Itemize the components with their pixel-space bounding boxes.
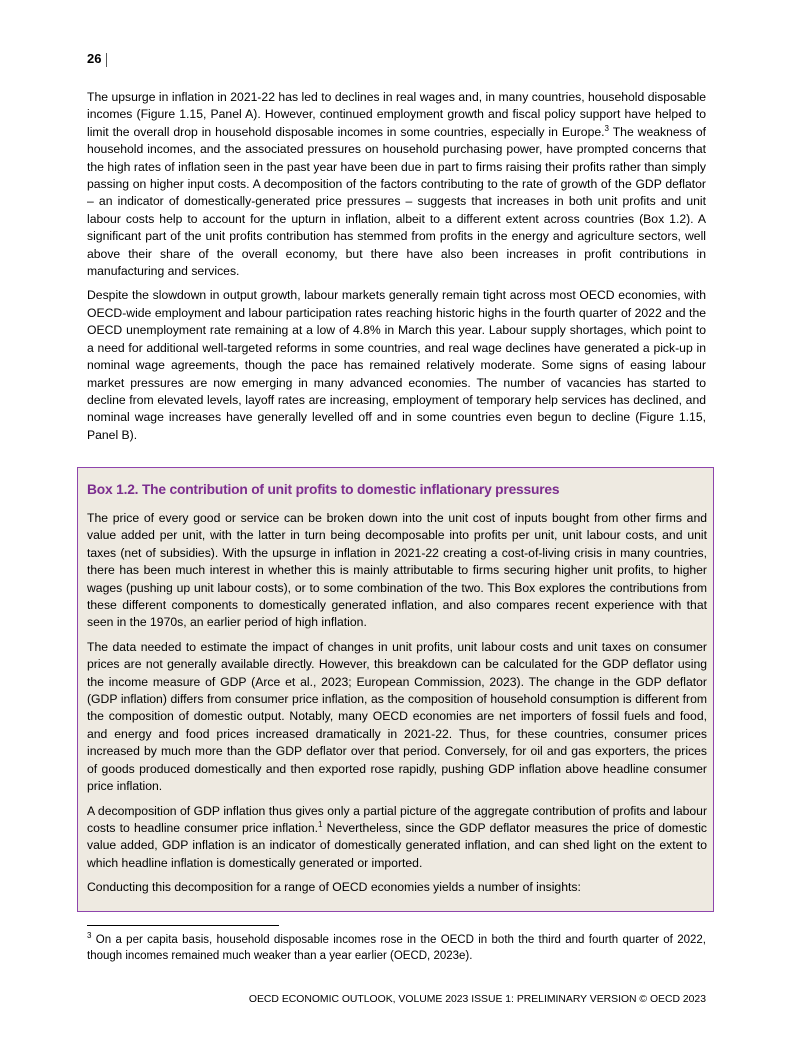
page-number: 26 xyxy=(87,51,102,66)
footnote-text: On a per capita basis, household disposable incomes rose in the OECD in both the third and fourth quarter of 2022, though incomes remained much weaker than a year earlier (OECD, 2023e). xyxy=(87,934,706,962)
main-body-text xyxy=(87,89,706,451)
paragraph-text: A decomposition of GDP inflation thus gives only a partial picture of the aggregate contribution of profits and labour costs to headline consumer price inflation. xyxy=(87,803,707,835)
footnote-mark: 3 xyxy=(87,931,92,941)
body-paragraph-1 xyxy=(87,89,706,280)
footnote xyxy=(87,932,706,964)
footnote-divider xyxy=(87,925,279,926)
page-footer: OECD ECONOMIC OUTLOOK, VOLUME 2023 ISSUE 1: PRELIMINARY VERSION © OECD 2023 xyxy=(248,994,706,1005)
box-paragraph-1: The price of every good or service can be broken down into the unit cost of inputs bought from other firms and value added per unit, with the latter in turn being decomposable into profits per unit, unit labour costs, and unit taxes (net of subsidies). With the upsurge in inflation in 2021-22 creating a cost-of-living crisis in many countries, there has been much interest in whether this is mainly attributable to firms securing higher unit profits, to higher wages (pushing up unit labour costs), or to some combination of the two. This Box explores the contributions from these different components to domestically generated inflation, and also compares recent experience with that seen in the 1970s, an earlier period of high inflation. xyxy=(87,511,707,630)
box-paragraph-3 xyxy=(87,803,707,873)
box-1-2 xyxy=(77,467,714,912)
footnote-reference[interactable]: 1 xyxy=(318,819,323,829)
paragraph-text-continued: The weakness of household incomes, and the associated pressures on household purchasing power, have prompted concerns that the high rates of inflation seen in the past year have been due in part to firms raising their profits rather than simply passing on higher input costs. A decomposition of the factors contributing to the rate of growth of the GDP deflator – an indicator of domestically-generated price pressures – suggests that increases in both unit profits and unit labour costs help to account for the upturn in inflation, albeit to a different extent across countries (Box 1.2). A significant part of the unit profits contribution has stemmed from profits in the energy and agriculture sectors, well above their share of the overall economy, but there have also been increases in profit contributions in manufacturing and services. xyxy=(87,124,706,279)
paragraph-text-continued: Nevertheless, since the GDP deflator measures the price of domestic value added, GDP inflation is an indicator of domestically generated inflation, and can shed light on the extent to which headline inflation is domestically generated or imported. xyxy=(87,820,707,870)
paragraph-text: The upsurge in inflation in 2021-22 has led to declines in real wages and, in many countries, household disposable incomes (Figure 1.15, Panel A). However, continued employment growth and fiscal policy support have helped to limit the overall drop in household disposable incomes in some countries, especially in Europe. xyxy=(87,90,706,139)
page-number-divider xyxy=(106,53,107,67)
box-body xyxy=(87,510,707,904)
body-paragraph-2: Despite the slowdown in output growth, labour markets generally remain tight across most OECD economies, with OECD-wide employment and labour participation rates reaching historic highs in the fourth quarter of 2022 and the OECD unemployment rate remaining at a low of 4.8% in March this year. Labour supply shortages, which point to a need for additional well-targeted reforms in some countries, and real wage declines have generated a pick-up in nominal wage agreements, though the pace has remained relatively moderate. Some signs of easing labour market pressures are now emerging in many advanced economies. The number of vacancies has started to decline from elevated levels, layoff rates are increasing, employment of temporary help services has declined, and nominal wage increases have generally levelled off and in some countries even begun to decline (Figure 1.15, Panel B). xyxy=(87,288,706,442)
box-title: Box 1.2. The contribution of unit profits to domestic inflationary pressures xyxy=(87,482,560,497)
footnote-reference[interactable]: 3 xyxy=(604,123,609,133)
box-paragraph-4: Conducting this decomposition for a range of OECD economies yields a number of insights: xyxy=(87,880,581,895)
box-paragraph-2: The data needed to estimate the impact of changes in unit profits, unit labour costs and unit taxes on consumer prices are not generally available directly. However, this breakdown can be calculated for the GDP deflator using the income measure of GDP (Arce et al., 2023; European Commission, 2023). The change in the GDP deflator (GDP inflation) differs from consumer price inflation, as the composition of household consumption is different from the composition of domestic output. Notably, many OECD economies are net importers of fossil fuels and food, and energy and food prices increased dramatically in 2021-22. Thus, for these countries, consumer prices increased by much more than the GDP deflator over that period. Conversely, for oil and gas exporters, the prices of goods produced domestically and then exported rose rapidly, pushing GDP inflation above headline consumer price inflation. xyxy=(87,639,707,794)
